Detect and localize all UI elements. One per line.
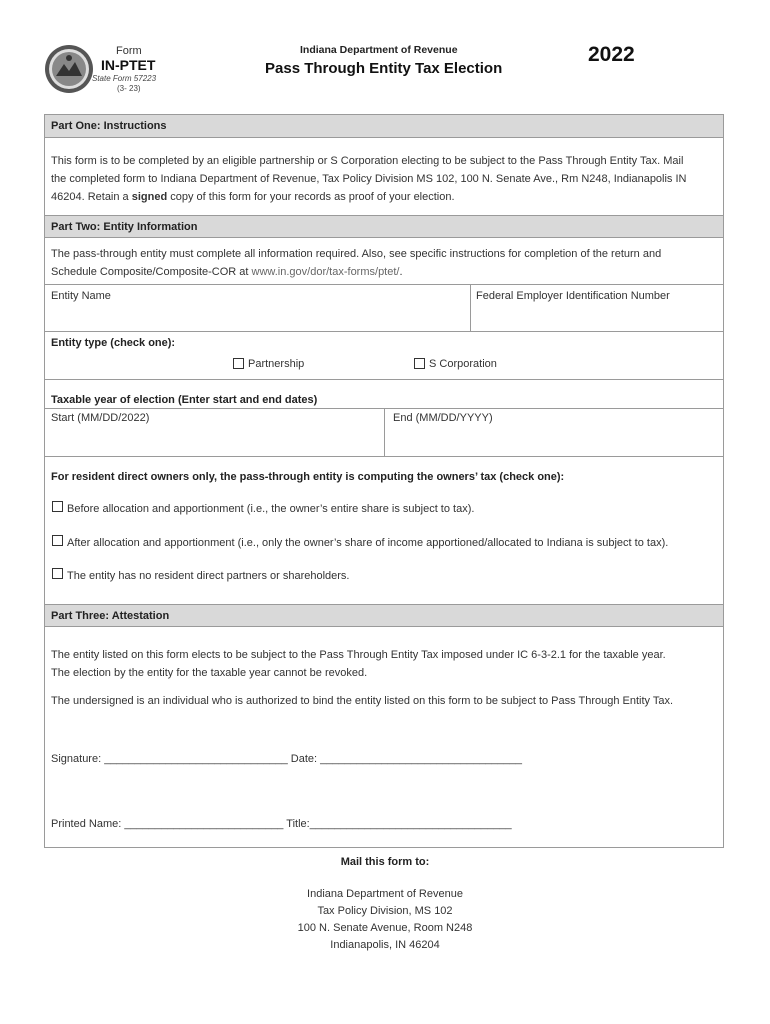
attestation-statement bbox=[51, 646, 711, 682]
entity-type-label: Entity type (check one): bbox=[51, 337, 176, 349]
mailing-address-line-4: Indianapolis, IN 46204 bbox=[330, 939, 440, 951]
intro-line-2-pre: Schedule Composite/Composite-COR at bbox=[51, 266, 252, 278]
entity-name-label: Entity Name bbox=[51, 290, 111, 302]
authorization-statement: The undersigned is an individual who is authorized to bind the entity listed on this form to be subject to Pass Through Entity Tax. bbox=[51, 695, 674, 707]
tax-year: 2022 bbox=[588, 43, 635, 66]
part-three-heading: Part Three: Attestation bbox=[45, 604, 723, 627]
instructions-line-2: the completed form to Indiana Department of Revenue, Tax Policy Division MS 102, 100 N. Senate Ave., Rm N248, Indianapolis IN bbox=[51, 173, 687, 185]
after-allocation-checkbox[interactable] bbox=[52, 535, 63, 546]
form-label: Form bbox=[116, 45, 142, 57]
intro-line-2-post: . bbox=[399, 266, 403, 278]
signature-date-line[interactable]: Signature: ______________________________ Date: _________________________________ bbox=[51, 753, 523, 765]
instructions-line-3-pre: 46204. Retain a bbox=[51, 191, 132, 203]
page-title: Pass Through Entity Tax Election bbox=[265, 60, 503, 77]
mailing-address-line-3: 100 N. Senate Avenue, Room N248 bbox=[297, 922, 473, 934]
part-two-heading: Part Two: Entity Information bbox=[45, 215, 723, 238]
fein-label: Federal Employer Identification Number bbox=[476, 290, 670, 302]
form-revision: (3- 23) bbox=[117, 84, 141, 93]
after-allocation-label: After allocation and apportionment (i.e., only the owner’s share of income apportioned/allocated to Indiana is subject to tax). bbox=[67, 537, 669, 549]
before-allocation-label: Before allocation and apportionment (i.e., the owner’s entire share is subject to tax). bbox=[67, 503, 475, 515]
divider bbox=[45, 456, 723, 457]
no-resident-owners-checkbox[interactable] bbox=[52, 568, 63, 579]
part-two-intro bbox=[51, 245, 711, 281]
intro-line-2 bbox=[51, 263, 711, 281]
state-form-number: State Form 57223 bbox=[92, 74, 157, 83]
before-allocation-checkbox[interactable] bbox=[52, 501, 63, 512]
agency-name: Indiana Department of Revenue bbox=[300, 44, 458, 56]
ptet-instructions-link[interactable]: www.in.gov/dor/tax-forms/ptet/ bbox=[251, 266, 400, 278]
no-resident-owners-label: The entity has no resident direct partners or shareholders. bbox=[67, 570, 350, 582]
form-body bbox=[44, 114, 724, 848]
field-divider bbox=[384, 408, 385, 456]
instructions-line-1: This form is to be completed by an eligible partnership or S Corporation electing to be subject to the Pass Through Entity Tax. Mail bbox=[51, 155, 684, 167]
resident-owners-label: For resident direct owners only, the pass-through entity is computing the owners’ tax (check one): bbox=[51, 471, 565, 483]
field-divider bbox=[470, 284, 471, 331]
instructions-line-3-post: copy of this form for your records as proof of your election. bbox=[167, 191, 455, 203]
printed-name-title-line[interactable]: Printed Name: __________________________ Title:_________________________________ bbox=[51, 818, 512, 830]
mailing-address-line-2: Tax Policy Division, MS 102 bbox=[317, 905, 453, 917]
s-corporation-option-label: S Corporation bbox=[429, 358, 497, 370]
part-one-instructions bbox=[51, 152, 711, 206]
end-date-label: End (MM/DD/YYYY) bbox=[393, 412, 493, 424]
partnership-checkbox[interactable] bbox=[233, 358, 244, 369]
s-corporation-checkbox[interactable] bbox=[414, 358, 425, 369]
form-code: IN-PTET bbox=[101, 57, 156, 73]
intro-line-1: The pass-through entity must complete all information required. Also, see specific instructions for completion of the return and bbox=[51, 248, 662, 260]
attestation-line-2: The election by the entity for the taxable year cannot be revoked. bbox=[51, 667, 368, 679]
mail-heading: Mail this form to: bbox=[340, 856, 430, 868]
instructions-line-3 bbox=[51, 188, 711, 206]
divider bbox=[45, 284, 723, 285]
divider bbox=[45, 331, 723, 332]
start-date-label: Start (MM/DD/2022) bbox=[51, 412, 150, 424]
partnership-option-label: Partnership bbox=[248, 358, 305, 370]
attestation-line-1: The entity listed on this form elects to be subject to the Pass Through Entity Tax imposed under IC 6-3-2.1 for the taxable year. bbox=[51, 649, 666, 661]
mailing-address-line-1: Indiana Department of Revenue bbox=[307, 888, 463, 900]
divider bbox=[45, 379, 723, 380]
state-seal-icon bbox=[44, 44, 94, 94]
part-one-heading: Part One: Instructions bbox=[45, 115, 723, 138]
signed-emphasis: signed bbox=[131, 191, 168, 203]
taxable-year-label: Taxable year of election (Enter start and end dates) bbox=[51, 394, 318, 406]
